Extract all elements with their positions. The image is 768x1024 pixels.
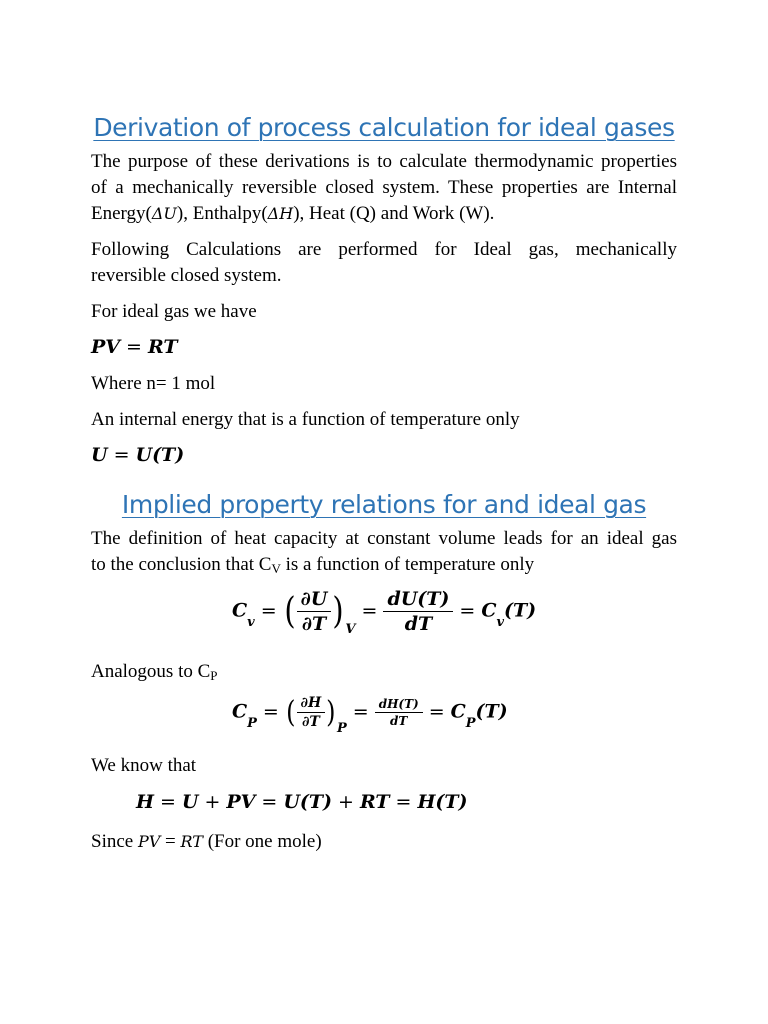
total-derivative-h: $\frac{dH(T)}{dT}$: [375, 697, 423, 728]
section-heading-process-calculation: Derivation of process calculation for ideal gases: [93, 113, 675, 142]
following-line-2: reversible closed system.: [91, 265, 282, 286]
heat-capacity-line-2: to the conclusion that CV is a function of temperature only: [91, 554, 535, 576]
section-heading-implied-relations: Implied property relations for and ideal gas: [121, 490, 647, 519]
partial-derivative-h: $\frac{\partial H}{\partial T}$: [297, 695, 326, 730]
total-derivative-u: $\frac{dU(T)}{dT}$: [383, 588, 453, 635]
internal-energy-text: An internal energy that is a function of temperature only: [91, 409, 520, 430]
equation-pv-rt: PV = RT: [91, 336, 178, 358]
equation-cp: $C_P=$ ( $\frac{\partial H}{\partial T}$ )$_P=$ $\frac{dH(T)}{dT}$ = $C_P(T)$: [232, 694, 508, 736]
heat-capacity-paragraph: [91, 526, 677, 582]
following-paragraph: [91, 237, 677, 289]
following-line-1: Following Calculations are performed for Ideal gas, mechanically: [91, 239, 677, 260]
equation-u-ut: U = U(T): [91, 444, 185, 466]
heat-capacity-line-1: The definition of heat capacity at constant volume leads for an ideal gas: [91, 528, 677, 549]
we-know-text: We know that: [91, 755, 197, 776]
since-text: Since PV = RT (For one mole): [91, 831, 322, 852]
ideal-gas-intro: For ideal gas we have: [91, 301, 257, 322]
equation-cv: $C_v=$ ( $\frac{\partial U}{\partial T}$ )$_V=$ $\frac{dU(T)}{dT}$ = $C_v(T)$: [232, 588, 537, 637]
equation-enthalpy: H = U + PV = U(T) + RT = H(T): [136, 791, 468, 813]
intro-line-3: Energy(ΔU), Enthalpy(ΔH), Heat (Q) and Work (W).: [91, 203, 495, 224]
where-n-text: Where n= 1 mol: [91, 373, 216, 394]
intro-line-1: The purpose of these derivations is to calculate thermodynamic properties: [91, 151, 677, 172]
partial-derivative-u: $\frac{\partial U}{\partial T}$: [297, 588, 332, 635]
analogous-text: Analogous to CP: [91, 661, 218, 683]
intro-line-2: of a mechanically reversible closed system. These properties are Internal: [91, 177, 677, 198]
intro-paragraph: [91, 149, 677, 227]
